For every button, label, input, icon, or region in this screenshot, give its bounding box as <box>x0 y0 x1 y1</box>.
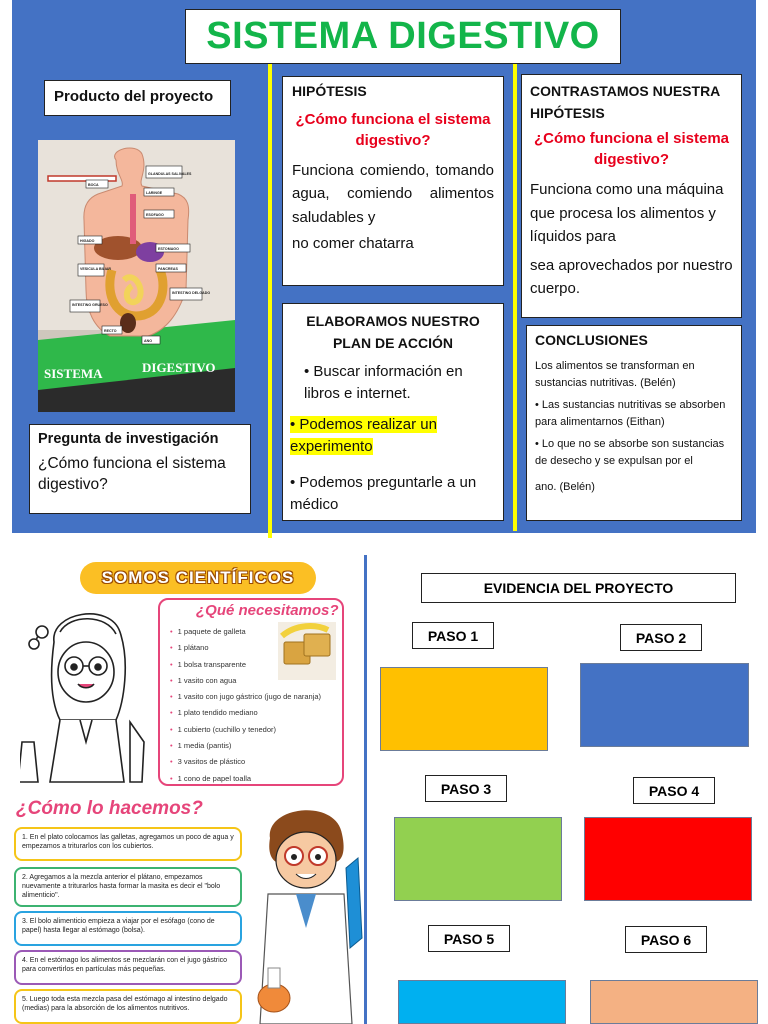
action-plan-box <box>282 303 504 521</box>
photo-organ-label: BOCA <box>88 183 99 187</box>
contrast-text: Funciona como una máquina que procesa los alimentos y líquidos para <box>530 181 724 245</box>
photo-organ-label: INTESTINO DELGADO <box>172 291 211 295</box>
contrast-question: ¿Cómo funciona el sistema digestivo? <box>533 130 730 169</box>
hypothesis-text-2: no comer chatarra <box>292 234 414 252</box>
needs-item: • 1 vasito con agua <box>170 673 321 689</box>
needs-item: • 1 bolsa transparente <box>170 657 321 673</box>
worksheet-banner: SOMOS CIENTÍFICOS <box>80 562 316 594</box>
needs-title: ¿Qué necesitamos? <box>196 602 339 619</box>
step-card: 5. Luego toda esta mezcla pasa del estómago al intestino delgado (medias) para la absorción de los alimentos nutritivos. <box>14 989 242 1024</box>
step-label-4: PASO 4 <box>633 777 715 804</box>
needs-item: • 1 cubierto (cuchillo y tenedor) <box>170 722 321 738</box>
photo-organ-label: PANCREAS <box>158 267 178 271</box>
girl-scientist-illustration <box>20 592 160 787</box>
conclusions-box <box>526 325 742 521</box>
photo-organ-label: ANO <box>144 339 152 343</box>
photo-organ-label: GLANDULAS SALIVALES <box>148 172 192 176</box>
conclusions-item-1: Los alimentos se transforman en sustancias nutritivas. (Belén) <box>535 360 695 389</box>
step-label-1: PASO 1 <box>412 622 494 649</box>
section-divider <box>364 555 367 1024</box>
contrast-label: CONTRASTAMOS NUESTRA HIPÓTESIS <box>530 83 720 121</box>
evidence-title: EVIDENCIA DEL PROYECTO <box>421 573 736 603</box>
contrast-text-2: sea aprovechados por nuestro cuerpo. <box>530 257 733 298</box>
needs-item: • 1 cono de papel toalla <box>170 771 321 787</box>
photo-organ-label: LARINGE <box>146 191 163 195</box>
step-photo-1 <box>380 667 548 751</box>
product-photo <box>38 140 235 412</box>
step-card: 1. En el plato colocamos las galletas, agregamos un poco de agua y empezamos a triturarlos con los cubiertos. <box>14 827 242 861</box>
conclusions-item-3: • Lo que no se absorbe son sustancias de desecho y se expulsan por el <box>535 438 725 467</box>
step-card: 4. En el estómago los alimentos se mezclarán con el jugo gástrico para convertirlos en partículas más pequeñas. <box>14 950 242 985</box>
hypothesis-text: Funciona comiendo, tomando agua, comiendo alimentos saludables y <box>292 162 494 226</box>
hypothesis-box <box>282 76 504 286</box>
step-photo-4 <box>584 817 752 901</box>
needs-item: • 1 vasito con jugo gástrico (jugo de naranja) <box>170 689 321 705</box>
step-card: 2. Agregamos a la mezcla anterior el plátano, empezamos nuevamente a triturarlos hasta formar la masita es decir el "bolo alimenticio". <box>14 867 242 907</box>
research-question-box <box>29 424 251 514</box>
needs-item: • 1 paquete de galleta <box>170 624 321 640</box>
contrast-box <box>521 74 742 318</box>
photo-organ-label: INTESTINO GRUESO <box>72 303 108 307</box>
research-question-label: Pregunta de investigación <box>38 431 219 447</box>
poster-title-box <box>185 9 621 64</box>
poster-title: SISTEMA DIGESTIVO <box>206 15 600 57</box>
how-title: ¿Cómo lo hacemos? <box>16 798 203 819</box>
conclusions-item-4: ano. (Belén) <box>535 481 595 493</box>
step-photo-3 <box>394 817 562 901</box>
conclusions-item-2: • Las sustancias nutritivas se absorben para alimentarnos (Eithan) <box>535 399 726 428</box>
step-label-6: PASO 6 <box>625 926 707 953</box>
photo-organ-label: ESOFAGO <box>146 213 164 217</box>
step-label-3: PASO 3 <box>425 775 507 802</box>
hypothesis-question: ¿Cómo funciona el sistema digestivo? <box>295 111 491 149</box>
conclusions-label: CONCLUSIONES <box>535 332 648 348</box>
cookies-banana-image <box>278 622 336 680</box>
boy-scientist-illustration <box>246 798 364 1024</box>
action-plan-item-1: • Buscar información en libros e internet. <box>304 362 463 402</box>
photo-caption-left: SISTEMA <box>44 366 103 381</box>
photo-caption-right: DIGESTIVO <box>142 360 216 375</box>
product-label: Producto del proyecto <box>54 88 214 105</box>
step-photo-2 <box>580 663 749 747</box>
needs-item: • 1 media (pantis) <box>170 738 321 754</box>
product-label-box <box>44 80 231 116</box>
divider-line-right <box>513 56 517 531</box>
step-photo-5 <box>398 980 566 1024</box>
research-question-text: ¿Cómo funciona el sistema digestivo? <box>38 455 226 493</box>
needs-item: • 1 plato tendido mediano <box>170 705 321 721</box>
needs-panel <box>158 598 344 786</box>
photo-organ-label: VESICULA BILIAR <box>80 267 112 271</box>
action-plan-item-3: • Podemos preguntarle a un médico <box>290 473 477 513</box>
needs-item: • 3 vasitos de plástico <box>170 754 321 770</box>
action-plan-label: ELABORAMOS NUESTRO PLAN DE ACCIÓN <box>306 313 480 352</box>
photo-organ-label: ESTOMAGO <box>158 247 179 251</box>
hypothesis-label: HIPÓTESIS <box>292 83 367 99</box>
step-card: 3. El bolo alimenticio empieza a viajar por el esófago (cono de papel) hasta llegar al estómago (bolsa). <box>14 911 242 946</box>
action-plan-item-2: • Podemos realizar un experimento <box>290 416 437 456</box>
step-photo-6 <box>590 980 758 1024</box>
step-label-2: PASO 2 <box>620 624 702 651</box>
photo-organ-label: RECTO <box>104 329 117 333</box>
divider-line-left <box>268 56 272 538</box>
photo-organ-label: HIGADO <box>80 239 95 243</box>
needs-item: • 1 plátano <box>170 640 321 656</box>
step-label-5: PASO 5 <box>428 925 510 952</box>
digestive-model-image <box>38 140 235 412</box>
